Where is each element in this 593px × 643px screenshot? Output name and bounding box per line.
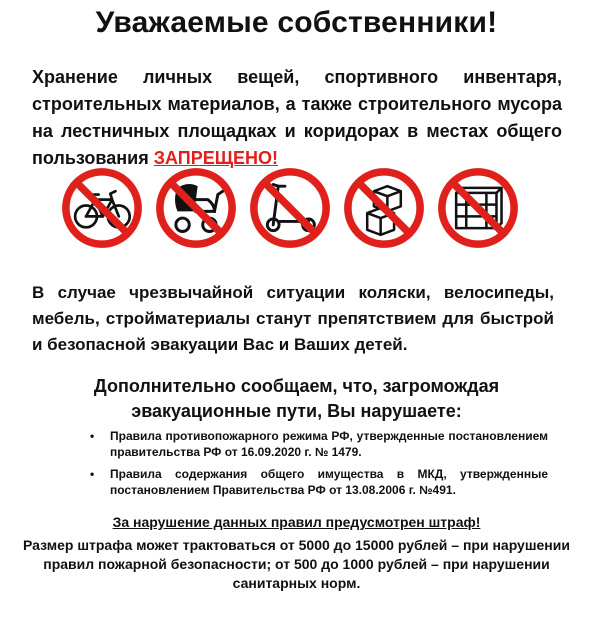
boxes-icon	[342, 166, 426, 250]
bullet-icon: •	[90, 467, 95, 481]
rule-text: Правила противопожарного режима РФ, утвержденные постановлением правительства РФ от 16.09.2020 г. № 1479.	[110, 429, 548, 459]
additional-notice-heading: Дополнительно сообщаем, что, загромождая эвакуационные пути, Вы нарушаете:	[93, 376, 500, 421]
violated-rules-list	[88, 428, 548, 504]
bicycle-icon	[60, 166, 144, 250]
no-strollers-sign	[154, 166, 238, 250]
page-title: Уважаемые собственники!	[95, 6, 498, 39]
no-furniture-sign	[436, 166, 520, 250]
list-item	[88, 466, 548, 498]
baby-stroller-icon	[154, 166, 238, 250]
rule-text: Правила содержания общего имущества в МКД, утвержденные постановлением Правительства РФ от 13.08.2006 г. №491.	[110, 467, 548, 497]
intro-text: Хранение личных вещей, спортивного инвентаря, строительных материалов, а также строительного мусора на лестничных площадках и коридорах в местах общего пользования	[32, 67, 562, 168]
no-bicycles-sign	[60, 166, 144, 250]
storage-prohibition-text	[32, 64, 562, 172]
emergency-warning: В случае чрезвычайной ситуации коляски, велосипеды, мебель, стройматериалы станут препятствием для быстрой и безопасной эвакуации Вас и Ваших детей.	[32, 283, 554, 354]
no-scooters-sign	[248, 166, 332, 250]
forbidden-label: ЗАПРЕЩЕНО!	[153, 148, 279, 168]
scooter-icon	[248, 166, 332, 250]
furniture-crate-icon	[436, 166, 520, 250]
fine-details: Размер штрафа может трактоваться от 5000 до 15000 рублей – при нарушении правил пожарной безопасности; от 500 до 1000 рублей – при нарушении санитарных норм.	[23, 537, 570, 591]
prohibition-signs-row	[60, 166, 520, 258]
list-item	[88, 428, 548, 460]
fine-heading: За нарушение данных правил предусмотрен штраф!	[112, 514, 481, 530]
no-boxes-sign	[342, 166, 426, 250]
bullet-icon: •	[90, 429, 95, 443]
